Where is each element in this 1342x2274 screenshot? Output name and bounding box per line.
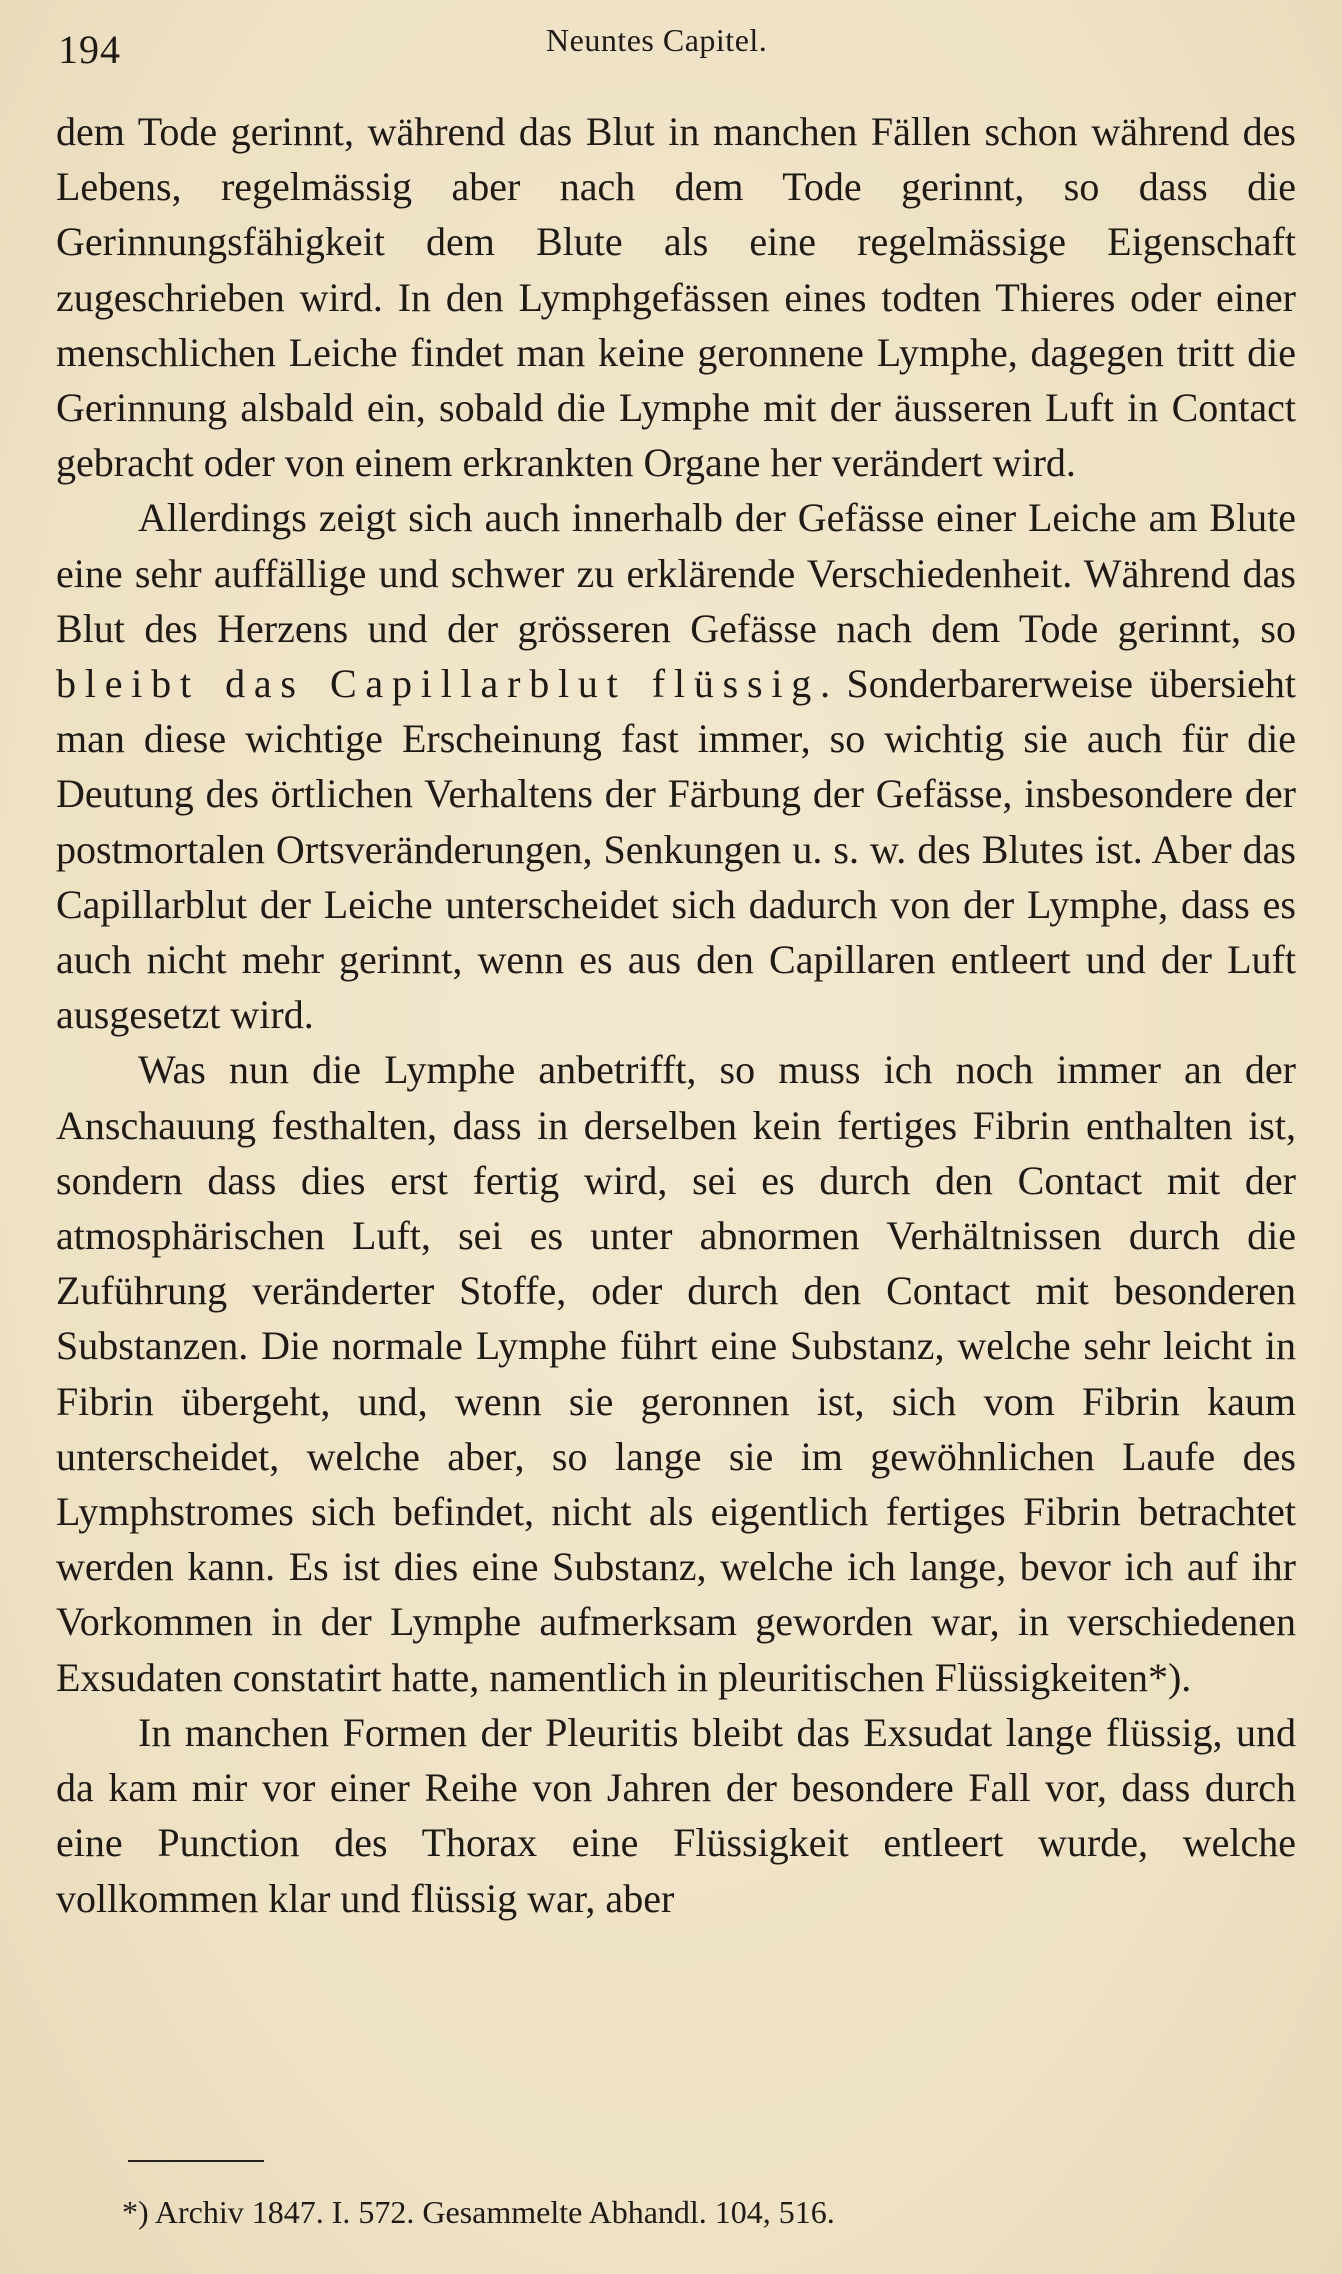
paragraph-3: Was nun die Lymphe anbetrifft, so muss ich noch immer an der Anschauung festhalten, dass in derselben kein fertiges Fibrin enthalten ist, sondern dass dies erst fertig wird, sei es durch den Contact mit der atmosphärischen Luft, sei es unter abnormen Verhältnissen durch die Zuführung veränderter Stoffe, oder durch den Contact mit besonderen Substanzen. Die normale Lymphe führt eine Substanz, welche sehr leicht in Fibrin übergeht, und, wenn sie geronnen ist, sich vom Fibrin kaum unterscheidet, welche aber, so lange sie im gewöhnlichen Laufe des Lymphstromes sich befindet, nicht als eigentlich fertiges Fibrin betrachtet werden kann. Es ist dies eine Substanz, welche ich lange, bevor ich auf ihr Vorkommen in der Lymphe aufmerksam geworden war, in verschiedenen Exsudaten constatirt hatte, namentlich in pleuritischen Flüssigkeiten*). [56,1047,1296,1700]
footnote-divider [128,2160,264,2162]
paragraph-1: dem Tode gerinnt, während das Blut in manchen Fällen schon während des Lebens, regelmässig aber nach dem Tode gerinnt, so dass die Gerinnungsfähigkeit dem Blute als eine regelmässige Eigenschaft zugeschrieben wird. In den Lymphgefässen eines todten Thieres oder einer menschlichen Leiche findet man keine geronnene Lymphe, dagegen tritt die Gerinnung alsbald ein, sobald die Lymphe mit der äusseren Luft in Contact gebracht oder von einem erkrankten Organe her verändert wird. [56,109,1296,486]
running-head: Neuntes Capitel. [546,22,768,58]
paragraph-4: In manchen Formen der Pleuritis bleibt das Exsudat lange flüssig, und da kam mir vor einer Reihe von Jahren der besondere Fall vor, dass durch eine Punction des Thorax eine Flüssigkeit entleert wurde, welche vollkommen klar und flüssig war, aber [56,1709,1296,1921]
page-number: 194 [58,27,121,72]
body-text [56,104,1296,1926]
paragraph-2-part-a: Allerdings zeigt sich auch innerhalb der Gefässe einer Leiche am Blute eine sehr auffällige und schwer zu erklärende Verschiedenheit. Während das Blut des Herzens und der grösseren Gefässe nach dem Tode gerinnt, so [56,495,1296,651]
paragraph-2 [56,490,1296,1042]
page-header [58,20,1284,70]
paragraph-2-part-b: . Sonderbarerweise übersieht man diese wichtige Erscheinung fast immer, so wichtig sie auch für die Deutung des örtlichen Verhaltens der Färbung der Gefässe, insbesondere der postmortalen Ortsveränderungen, Senkungen u. s. w. des Blutes ist. Aber das Capillarblut der Leiche unterscheidet sich dadurch von der Lymphe, dass es auch nicht mehr gerinnt, wenn es aus den Capillaren entleert und der Luft ausgesetzt wird. [56,661,1297,1038]
footnote: *) Archiv 1847. I. 572. Gesammelte Abhandl. 104, 516. [122,2194,835,2230]
emphasized-phrase: bleibt das Capillarblut flüssig [56,661,821,707]
